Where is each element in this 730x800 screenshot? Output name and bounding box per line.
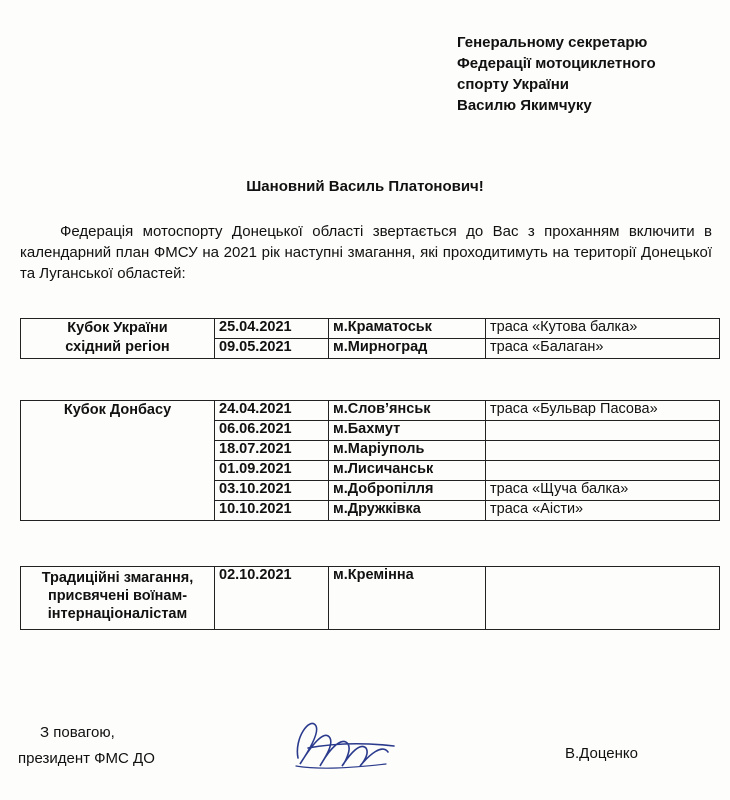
closing-regards: З повагою, <box>40 724 115 741</box>
addressee-block <box>457 32 656 116</box>
category-line: Кубок Донбасу <box>63 402 172 418</box>
signature-icon <box>290 708 410 778</box>
category-line: інтернаціоналістам <box>47 606 188 622</box>
closing-title: президент ФМС ДО <box>18 750 155 767</box>
date-cell: 24.04.2021 <box>215 401 329 421</box>
city-cell: м.Кремінна <box>329 567 486 630</box>
events-table-traditional <box>20 566 720 630</box>
category-cell <box>21 401 215 521</box>
city-cell: м.Добропілля <box>329 481 486 501</box>
events-table-ukraine-cup <box>20 318 720 359</box>
signer-name: В.Доценко <box>565 745 638 762</box>
track-cell: траса «Кутова балка» <box>486 319 720 339</box>
date-cell: 25.04.2021 <box>215 319 329 339</box>
addressee-line: спорту України <box>457 76 570 93</box>
date-cell: 09.05.2021 <box>215 339 329 359</box>
date-cell: 03.10.2021 <box>215 481 329 501</box>
category-line: присвячені воїнам- <box>47 588 188 604</box>
city-cell: м.Слов’янськ <box>329 401 486 421</box>
city-cell: м.Маріуполь <box>329 441 486 461</box>
track-cell <box>486 421 720 441</box>
track-cell: траса «Аісти» <box>486 501 720 521</box>
table-row <box>21 567 720 630</box>
category-cell <box>21 319 215 359</box>
city-cell: м.Краматоськ <box>329 319 486 339</box>
date-cell: 06.06.2021 <box>215 421 329 441</box>
salutation: Шановний Василь Платонович! <box>246 178 484 195</box>
track-cell: траса «Щуча балка» <box>486 481 720 501</box>
city-cell: м.Мирноград <box>329 339 486 359</box>
date-cell: 01.09.2021 <box>215 461 329 481</box>
track-cell <box>486 441 720 461</box>
track-cell <box>486 461 720 481</box>
category-cell <box>21 567 215 630</box>
events-table-donbas-cup <box>20 400 720 521</box>
category-line: Традиційні змагання, <box>41 570 194 586</box>
city-cell: м.Бахмут <box>329 421 486 441</box>
body-paragraph-text: Федерація мотоспорту Донецької області звертається до Вас з проханням включити в календарний план ФМСУ на 2021 рік наступні змагання, які проходитимуть на території Донецької та Луганської областей: <box>20 223 712 282</box>
date-cell: 10.10.2021 <box>215 501 329 521</box>
body-paragraph <box>20 221 712 284</box>
city-cell: м.Дружківка <box>329 501 486 521</box>
track-cell: траса «Балаган» <box>486 339 720 359</box>
addressee-line: Генеральному секретарю <box>457 34 648 51</box>
category-line: східний регіон <box>65 339 170 355</box>
category-line: Кубок України <box>67 320 168 336</box>
track-cell: траса «Бульвар Пасова» <box>486 401 720 421</box>
date-cell: 18.07.2021 <box>215 441 329 461</box>
date-cell: 02.10.2021 <box>215 567 329 630</box>
table-row <box>21 401 720 421</box>
addressee-line: Федерації мотоциклетного <box>457 55 656 72</box>
closing-block <box>18 720 155 772</box>
track-cell <box>486 567 720 630</box>
city-cell: м.Лисичанськ <box>329 461 486 481</box>
table-row <box>21 319 720 339</box>
addressee-line: Василю Якимчуку <box>457 97 592 114</box>
